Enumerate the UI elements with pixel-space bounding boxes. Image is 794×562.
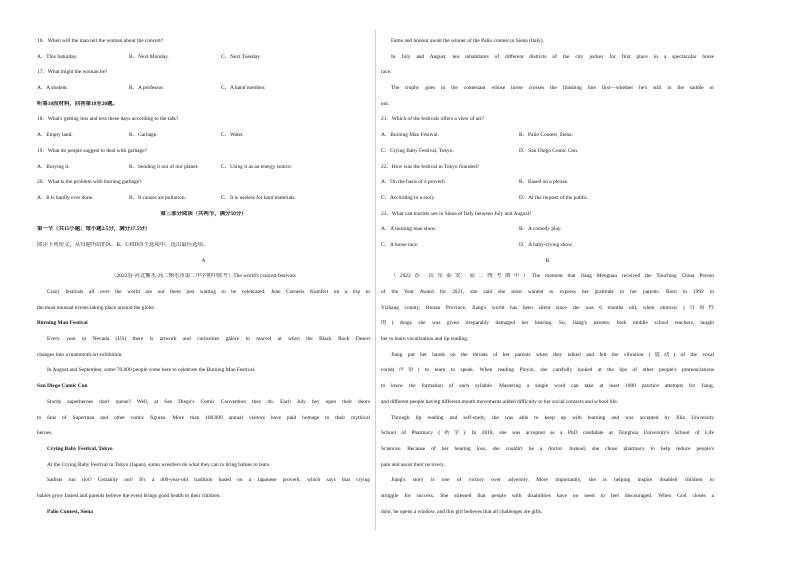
paragraph-line: Sadists run riot? Certainly not! It's a 400-year-old tradition based on a Japanese proverb, which says that crying (47, 477, 370, 484)
option-a: A．A student. (37, 85, 69, 92)
paragraph-line: Jiang put her hands on the throats of her parents when they talked and felt the vibration (震动) of the vocal (391, 351, 714, 358)
paragraph-line: Jiang's story is one of victory over adversity. More importantly, she is helping inspire disabled children to (391, 477, 714, 484)
paragraph-line: and different people having different mouth movements added difficulty to her social contacts and school life. (381, 398, 619, 405)
paragraph-line: Sciences. Because of her hearing loss, she couldn't be a doctor. Instead, she chose pharmacy to help reduce people's (381, 445, 714, 452)
section-one-title: 第一节（共15小题；每小题2.5分，满分37.5分） (37, 226, 151, 233)
part-three-title: 第三部分阅读（共两节，满分50分） (160, 210, 247, 217)
paragraph-line: to know the formation of each syllable. Mastering a single word can take at least 1000 practice attempts for Jiang, (381, 383, 714, 390)
left-column (37, 38, 370, 515)
paragraph-line: babies grow fastest and parents believe the event brings good health to their children. (37, 492, 221, 499)
option-c: C．A band member. (221, 85, 266, 92)
option-b: B．Next Monday. (129, 53, 169, 60)
paragraph-line: Every year in Nevada (US) there is artwork and curiosities galore to marvel at when the Black Rock Desert (47, 336, 370, 343)
paragraph-line: changes into a mammoth art exhibition. (37, 351, 123, 358)
option-a: A．This Saturday. (37, 53, 78, 60)
paragraph-line: （2022春·山东泰安·高二统考期中）The moment that Jiang Mengnan received the Touching China Person (391, 273, 714, 280)
option-a: A．Burning Man Festival. (381, 132, 439, 139)
heading-comic-con: San Diego Comic Con (37, 383, 88, 390)
option-c: C．Using it as an energy source. (221, 163, 293, 170)
option-c: C．Crying Baby Festival, Tokyo. (381, 147, 454, 154)
question-19: 19．What do people suggest to deal with garbage? (37, 147, 148, 154)
paragraph-line: her to learn vocalization and lip reading. (381, 336, 469, 343)
option-a: A．It is hardly ever done. (37, 194, 94, 201)
right-column (381, 38, 714, 515)
paragraph-line: 的) drugs she was given irreparably damaged her hearing. So, Jiang's parents, both middle school teachers, taught (381, 320, 714, 327)
paragraph-line: struggle for success. She stressed that people with disabilities have no need to feel discouraged. When God closes a (381, 492, 714, 499)
listening-instruction: 听第10段材料，回答第18至20题。 (37, 100, 118, 107)
paragraph-line: pain and assist their recovery. (381, 461, 445, 468)
option-b: B．Based on a phrase. (519, 179, 569, 186)
option-d: D．San Diego Comic Con. (519, 147, 579, 154)
option-b: B．A professor. (129, 85, 165, 92)
paragraph-line: of the Year Award for 2021, she said she most wanted to express her gratitude to her parents. Born in 1992 in (381, 289, 714, 295)
option-b: B．A comedy play. (519, 226, 562, 233)
paragraph-line: door, he opens a window, and this girl believes that all challenges are gifts. (381, 508, 543, 515)
question-21: 21．Which of the festivals offers a view of art? (381, 116, 484, 123)
option-c: C．According to a story. (381, 194, 436, 201)
option-a: A．On the basis of a proverb. (381, 179, 446, 186)
option-b: B．Sending it out of our planet. (129, 163, 199, 170)
paragraph-line: The trophy goes to the contestant whose horse crosses the finishing line first—whether he's still in the saddle or (391, 85, 714, 92)
paragraph-line: In August and September, some 70,000 people come here to celebrate the Burning Man Festival. (47, 367, 256, 374)
paragraph-line: to fans of Superman and other comic figures. More than 100,000 annual visitors have paid homage to their mythical (37, 414, 370, 421)
option-c: C．It is useless for hard materials. (221, 194, 296, 201)
section-instruction: 阅读下列短文，从每题所给的A、B、C和D四个选项中，选出最佳选项。 (37, 241, 209, 248)
question-16: 16．When will the man tell the woman about the concert? (37, 38, 164, 44)
heading-palio: Palio Contest, Siena (47, 508, 93, 515)
option-c: C．A horse race. (381, 241, 419, 248)
question-22: 22．How was the festival in Tokyo founded? (381, 163, 480, 170)
paragraph-line: Yizhang county, Hunan Province, Jiang's world has been silent since she was 6 months old, when ototoxic (耳毒性 (381, 304, 714, 311)
paragraph-line: School of Pharmacy (药学). In 2018, she was accepted as a PhD candidate at Tsinghua University's School of Life (381, 430, 714, 437)
paragraph-line: heroes. (37, 430, 53, 437)
option-b: B．It causes air pollution. (129, 194, 186, 201)
passage-label-b: B (545, 257, 550, 264)
passage-label-a: A (201, 257, 206, 264)
paragraph-line: At the Crying Baby Festival in Tokyo (Japan), sumo wrestlers do what they can to bring babies to tears. (47, 461, 271, 468)
option-b: B．Garbage. (129, 132, 158, 139)
paragraph-line: Crazy festivals all over the world are out there just waiting to be celebrated. Jean Cornelis Kumfert on a trip to (47, 289, 370, 295)
question-23: 23．What can tourists see in Siena of Italy between July and August? (381, 210, 532, 217)
paragraph-line: the most unusual events taking place around the globe. (37, 304, 156, 311)
option-a: A．Empty land. (37, 132, 73, 139)
passage-a-title: （2022春·河北衡水·高二衡水市第二中学期中联考）The world's craziest festivals (111, 273, 296, 280)
option-b: B．Palio Contest, Siena. (519, 132, 573, 139)
option-a: A．Burying it. (37, 163, 70, 170)
heading-crying-baby: Crying Baby Festival, Tokyo (47, 445, 113, 452)
option-d: D．A baby-crying show. (519, 241, 573, 248)
paragraph-line: race. (381, 69, 392, 76)
question-17: 17．What might the woman be? (37, 69, 108, 76)
option-c: C．Next Tuesday. (221, 53, 261, 60)
column-divider (375, 30, 376, 530)
paragraph-line: not. (381, 100, 390, 107)
option-c: C．Water. (221, 132, 244, 139)
option-a: A．A burning man show. (381, 226, 437, 233)
option-d: D．At the request of the public. (519, 194, 589, 201)
paragraph-line: cords(声带) to learn to speak. When reading Pinyin, she carefully looked at the lips of other people's pronunciations (381, 367, 714, 374)
question-20: 20．What is the problem with burning garbage? (37, 179, 142, 186)
paragraph-line: Sturdy superheroes don't queue? Well, at San Diego's Comic Convention they do. Each July hey open their doors (47, 398, 370, 405)
heading-burning-man: Burning Man Festival (37, 320, 88, 327)
paragraph-line: Fame and honour await the winner of the Palio contest in Siena (Italy). (391, 38, 544, 44)
question-18: 18．What's getting less and less these days according to the talk? (37, 116, 179, 123)
paragraph-line: Through lip reading and self-study, she was able to keep up with learning and was accepted by Jilin University (391, 414, 714, 421)
paragraph-line: In July and August, ten inhabitants of different districts of the city jockey for first place in a spectacular horse (391, 53, 714, 60)
